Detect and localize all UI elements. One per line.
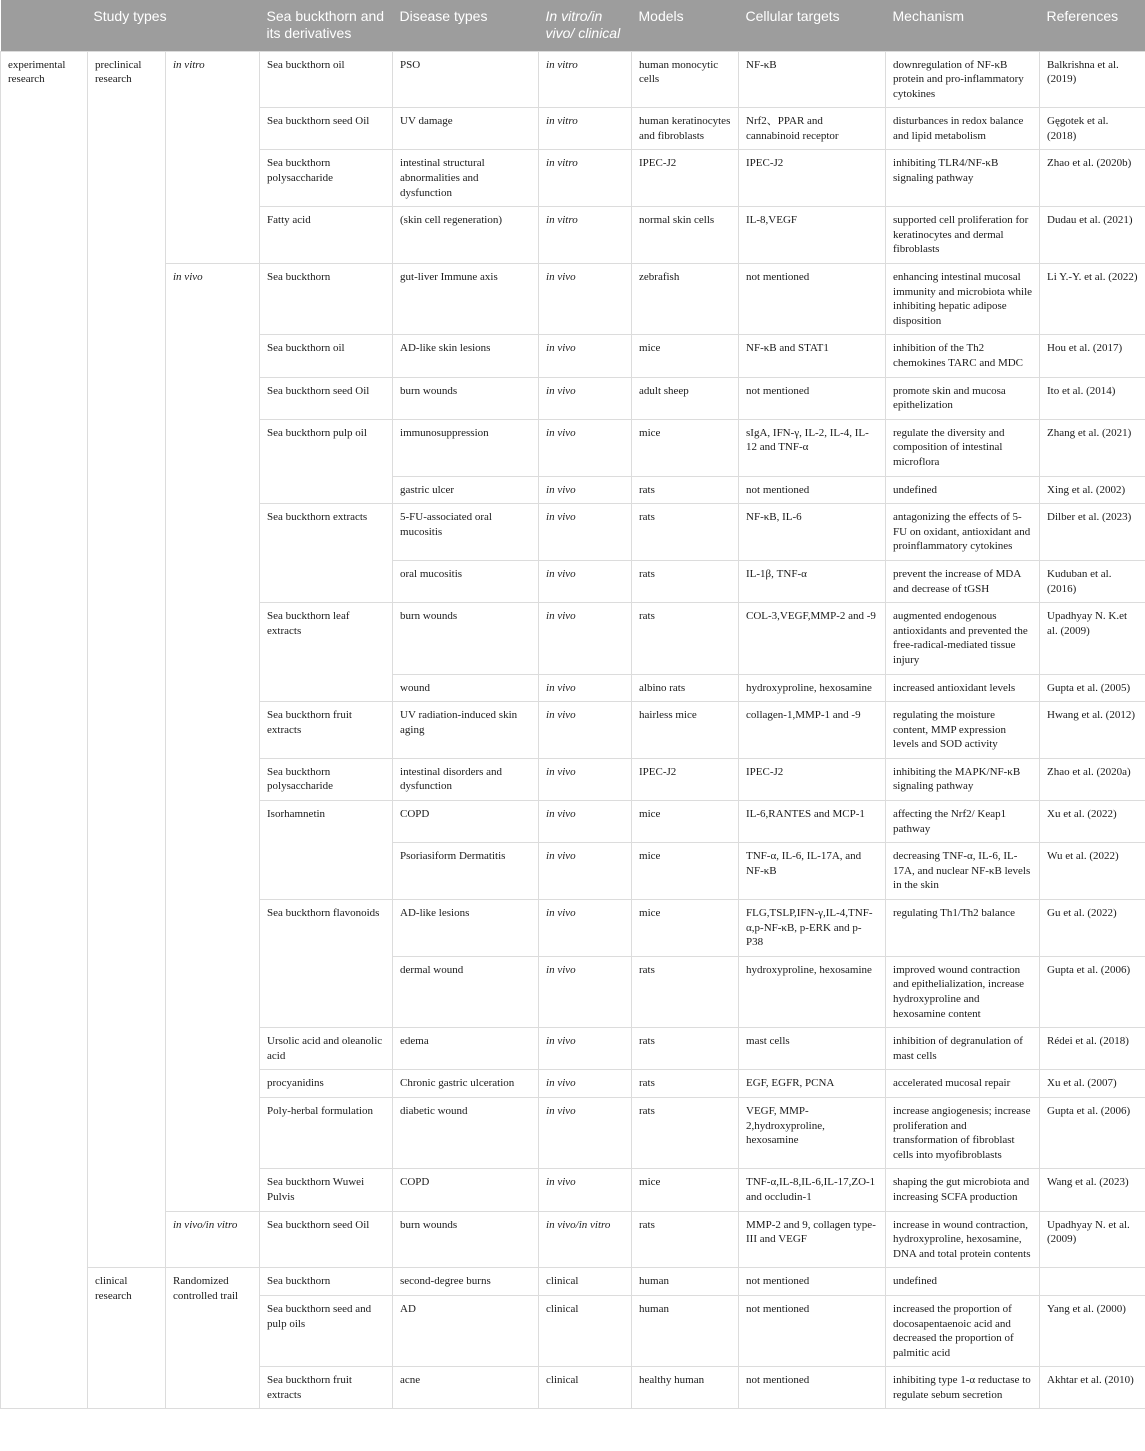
- cell-model: mice: [632, 843, 739, 900]
- cell-invitro-invivo: in vivo: [539, 264, 632, 335]
- cell-disease: Psoriasiform Dermatitis: [393, 843, 539, 900]
- cell-reference: Gu et al. (2022): [1040, 900, 1145, 957]
- cell-model: albino rats: [632, 674, 739, 702]
- cell-disease: dermal wound: [393, 956, 539, 1027]
- cell-invitro-invivo: in vivo: [539, 335, 632, 377]
- cell-disease: second-degree burns: [393, 1268, 539, 1296]
- cell-disease: AD-like skin lesions: [393, 335, 539, 377]
- cell-invitro-invivo: clinical: [539, 1367, 632, 1409]
- header-references: References: [1040, 0, 1145, 51]
- cell-mechanism: shaping the gut microbiota and increasing SCFA production: [886, 1169, 1040, 1211]
- header-sea-buckthorn: Sea buckthorn and its derivatives: [260, 0, 393, 51]
- cell-target: TNF-α, IL-6, IL-17A, and NF-κB: [739, 843, 886, 900]
- header-disease-types: Disease types: [393, 0, 539, 51]
- cell-target: COL-3,VEGF,MMP-2 and -9: [739, 603, 886, 674]
- cell-disease: intestinal disorders and dysfunction: [393, 758, 539, 800]
- cell-invitro-invivo: in vitro: [539, 207, 632, 264]
- cell-model: human: [632, 1295, 739, 1366]
- cell-model: zebrafish: [632, 264, 739, 335]
- cell-model: rats: [632, 603, 739, 674]
- cell-model: rats: [632, 956, 739, 1027]
- cell-mechanism: regulating Th1/Th2 balance: [886, 900, 1040, 957]
- cell-invitro-invivo: in vivo: [539, 801, 632, 843]
- table-row: [1, 1211, 1145, 1268]
- cell-disease: edema: [393, 1028, 539, 1070]
- cell-invitro-invivo: in vivo: [539, 674, 632, 702]
- cell-sea-buckthorn: procyanidins: [260, 1070, 393, 1098]
- cell-disease: AD: [393, 1295, 539, 1366]
- cell-reference: Balkrishna et al. (2019): [1040, 51, 1145, 108]
- cell-mechanism: increase angiogenesis; increase proliferation and transformation of fibroblast cells into myofibroblasts: [886, 1097, 1040, 1168]
- cell-invitro-invivo: in vivo: [539, 1028, 632, 1070]
- cell-model: rats: [632, 1028, 739, 1070]
- cell-reference: Wang et al. (2023): [1040, 1169, 1145, 1211]
- cell-sea-buckthorn: Sea buckthorn: [260, 264, 393, 335]
- cell-mechanism: accelerated mucosal repair: [886, 1070, 1040, 1098]
- cell-invitro-invivo: in vitro: [539, 150, 632, 207]
- cell-disease: burn wounds: [393, 603, 539, 674]
- cell-mechanism: antagonizing the effects of 5-FU on oxidant, antioxidant and proinflammatory cytokines: [886, 504, 1040, 561]
- cell-disease: intestinal structural abnormalities and dysfunction: [393, 150, 539, 207]
- cell-mechanism: undefined: [886, 1268, 1040, 1296]
- cell-invitro-invivo: in vivo: [539, 900, 632, 957]
- cell-reference: Upadhyay N. et al. (2009): [1040, 1211, 1145, 1268]
- group-clinical-research: clinical research: [88, 1268, 166, 1409]
- cell-invitro-invivo: in vivo: [539, 1097, 632, 1168]
- cell-mechanism: inhibition of the Th2 chemokines TARC and MDC: [886, 335, 1040, 377]
- cell-reference: Zhao et al. (2020a): [1040, 758, 1145, 800]
- cell-model: mice: [632, 900, 739, 957]
- cell-invitro-invivo: in vivo: [539, 843, 632, 900]
- cell-invitro-invivo: in vivo: [539, 1070, 632, 1098]
- table-row: [1, 51, 1145, 108]
- cell-disease: 5-FU-associated oral mucositis: [393, 504, 539, 561]
- cell-sea-buckthorn: Ursolic acid and oleanolic acid: [260, 1028, 393, 1070]
- header-models: Models: [632, 0, 739, 51]
- cell-target: collagen-1,MMP-1 and -9: [739, 702, 886, 759]
- cell-sea-buckthorn: Sea buckthorn seed and pulp oils: [260, 1295, 393, 1366]
- cell-model: mice: [632, 801, 739, 843]
- header-mechanism: Mechanism: [886, 0, 1040, 51]
- cell-invitro-invivo: clinical: [539, 1295, 632, 1366]
- cell-invitro-invivo: in vivo: [539, 476, 632, 504]
- cell-sea-buckthorn: Sea buckthorn seed Oil: [260, 108, 393, 150]
- cell-target: sIgA, IFN-γ, IL-2, IL-4, IL-12 and TNF-α: [739, 419, 886, 476]
- cell-mechanism: inhibiting type 1-α reductase to regulate sebum secretion: [886, 1367, 1040, 1409]
- cell-reference: Zhao et al. (2020b): [1040, 150, 1145, 207]
- cell-target: IL-8,VEGF: [739, 207, 886, 264]
- cell-target: NF-κB: [739, 51, 886, 108]
- cell-sea-buckthorn: Isorhamnetin: [260, 801, 393, 900]
- group-preclinical: preclinical research: [88, 51, 166, 1268]
- cell-invitro-invivo: in vivo: [539, 603, 632, 674]
- cell-invitro-invivo: in vivo/in vitro: [539, 1211, 632, 1268]
- cell-reference: Ito et al. (2014): [1040, 377, 1145, 419]
- cell-reference: Upadhyay N. K.et al. (2009): [1040, 603, 1145, 674]
- group-experimental: experimental research: [1, 51, 88, 1409]
- cell-target: not mentioned: [739, 476, 886, 504]
- cell-target: VEGF, MMP-2,hydroxyproline, hexosamine: [739, 1097, 886, 1168]
- cell-model: human monocytic cells: [632, 51, 739, 108]
- cell-target: NF-κB and STAT1: [739, 335, 886, 377]
- cell-invitro-invivo: clinical: [539, 1268, 632, 1296]
- cell-model: mice: [632, 1169, 739, 1211]
- cell-target: EGF, EGFR, PCNA: [739, 1070, 886, 1098]
- table-row: [1, 1268, 1145, 1296]
- cell-mechanism: disturbances in redox balance and lipid metabolism: [886, 108, 1040, 150]
- cell-disease: gastric ulcer: [393, 476, 539, 504]
- cell-model: rats: [632, 1211, 739, 1268]
- cell-sea-buckthorn: Sea buckthorn: [260, 1268, 393, 1296]
- cell-mechanism: inhibiting the MAPK/NF-κB signaling pathway: [886, 758, 1040, 800]
- cell-mechanism: augmented endogenous antioxidants and prevented the free-radical-mediated tissue injury: [886, 603, 1040, 674]
- cell-disease: UV damage: [393, 108, 539, 150]
- cell-model: adult sheep: [632, 377, 739, 419]
- cell-reference: Kuduban et al. (2016): [1040, 560, 1145, 602]
- cell-target: IL-6,RANTES and MCP-1: [739, 801, 886, 843]
- cell-invitro-invivo: in vivo: [539, 702, 632, 759]
- cell-model: healthy human: [632, 1367, 739, 1409]
- cell-disease: (skin cell regeneration): [393, 207, 539, 264]
- cell-target: IL-1β, TNF-α: [739, 560, 886, 602]
- cell-mechanism: increased the proportion of docosapentaenoic acid and decreased the proportion of palmitic acid: [886, 1295, 1040, 1366]
- cell-sea-buckthorn: Sea buckthorn seed Oil: [260, 1211, 393, 1268]
- group-rct: Randomized controlled trail: [166, 1268, 260, 1409]
- cell-reference: Hou et al. (2017): [1040, 335, 1145, 377]
- cell-sea-buckthorn: Sea buckthorn extracts: [260, 504, 393, 603]
- cell-disease: Chronic gastric ulceration: [393, 1070, 539, 1098]
- cell-sea-buckthorn: Sea buckthorn flavonoids: [260, 900, 393, 1028]
- table-row: [1, 264, 1145, 335]
- cell-sea-buckthorn: Sea buckthorn polysaccharide: [260, 758, 393, 800]
- header-row: [1, 0, 1145, 51]
- cell-sea-buckthorn: Sea buckthorn fruit extracts: [260, 1367, 393, 1409]
- cell-target: mast cells: [739, 1028, 886, 1070]
- cell-target: MMP-2 and 9, collagen type-III and VEGF: [739, 1211, 886, 1268]
- cell-invitro-invivo: in vivo: [539, 419, 632, 476]
- header-in-vitro-vivo: In vitro/in vivo/ clinical: [539, 0, 632, 51]
- cell-model: rats: [632, 1070, 739, 1098]
- cell-mechanism: regulating the moisture content, MMP expression levels and SOD activity: [886, 702, 1040, 759]
- cell-reference: Yang et al. (2000): [1040, 1295, 1145, 1366]
- cell-model: normal skin cells: [632, 207, 739, 264]
- cell-mechanism: decreasing TNF-α, IL-6, IL-17A, and nuclear NF-κB levels in the skin: [886, 843, 1040, 900]
- cell-model: rats: [632, 560, 739, 602]
- cell-reference: Gupta et al. (2006): [1040, 1097, 1145, 1168]
- cell-target: IPEC-J2: [739, 758, 886, 800]
- cell-mechanism: prevent the increase of MDA and decrease of tGSH: [886, 560, 1040, 602]
- cell-reference: [1040, 1268, 1145, 1296]
- cell-disease: wound: [393, 674, 539, 702]
- cell-reference: Wu et al. (2022): [1040, 843, 1145, 900]
- cell-reference: Zhang et al. (2021): [1040, 419, 1145, 476]
- cell-disease: acne: [393, 1367, 539, 1409]
- cell-reference: Dudau et al. (2021): [1040, 207, 1145, 264]
- cell-target: TNF-α,IL-8,IL-6,IL-17,ZO-1 and occludin-1: [739, 1169, 886, 1211]
- cell-mechanism: downregulation of NF-κB protein and pro-inflammatory cytokines: [886, 51, 1040, 108]
- cell-reference: Gęgotek et al. (2018): [1040, 108, 1145, 150]
- cell-invitro-invivo: in vitro: [539, 108, 632, 150]
- cell-mechanism: inhibiting TLR4/NF-κB signaling pathway: [886, 150, 1040, 207]
- cell-target: IPEC-J2: [739, 150, 886, 207]
- cell-disease: COPD: [393, 1169, 539, 1211]
- cell-target: not mentioned: [739, 377, 886, 419]
- cell-mechanism: increase in wound contraction, hydroxyproline, hexosamine, DNA and total protein contents: [886, 1211, 1040, 1268]
- cell-model: human keratinocytes and fibroblasts: [632, 108, 739, 150]
- cell-invitro-invivo: in vitro: [539, 51, 632, 108]
- cell-target: not mentioned: [739, 1295, 886, 1366]
- cell-reference: Xing et al. (2002): [1040, 476, 1145, 504]
- cell-reference: Gupta et al. (2005): [1040, 674, 1145, 702]
- cell-sea-buckthorn: Sea buckthorn oil: [260, 51, 393, 108]
- cell-mechanism: enhancing intestinal mucosal immunity and microbiota while inhibiting hepatic adipose disposition: [886, 264, 1040, 335]
- cell-reference: Rédei et al. (2018): [1040, 1028, 1145, 1070]
- cell-disease: gut-liver Immune axis: [393, 264, 539, 335]
- cell-disease: PSO: [393, 51, 539, 108]
- cell-reference: Hwang et al. (2012): [1040, 702, 1145, 759]
- cell-invitro-invivo: in vivo: [539, 956, 632, 1027]
- cell-model: rats: [632, 1097, 739, 1168]
- cell-mechanism: supported cell proliferation for keratinocytes and dermal fibroblasts: [886, 207, 1040, 264]
- cell-disease: UV radiation-induced skin aging: [393, 702, 539, 759]
- cell-mechanism: inhibition of degranulation of mast cells: [886, 1028, 1040, 1070]
- cell-sea-buckthorn: Sea buckthorn seed Oil: [260, 377, 393, 419]
- group-in-vivo-in-vitro: in vivo/in vitro: [166, 1211, 260, 1268]
- cell-invitro-invivo: in vivo: [539, 1169, 632, 1211]
- cell-target: not mentioned: [739, 1367, 886, 1409]
- cell-sea-buckthorn: Sea buckthorn oil: [260, 335, 393, 377]
- cell-reference: Li Y.-Y. et al. (2022): [1040, 264, 1145, 335]
- cell-model: rats: [632, 504, 739, 561]
- cell-invitro-invivo: in vivo: [539, 504, 632, 561]
- cell-disease: COPD: [393, 801, 539, 843]
- cell-disease: oral mucositis: [393, 560, 539, 602]
- cell-model: IPEC-J2: [632, 758, 739, 800]
- header-study-types: Study types: [1, 0, 260, 51]
- cell-sea-buckthorn: Sea buckthorn pulp oil: [260, 419, 393, 503]
- cell-sea-buckthorn: Poly-herbal formulation: [260, 1097, 393, 1168]
- header-cellular-targets: Cellular targets: [739, 0, 886, 51]
- cell-model: hairless mice: [632, 702, 739, 759]
- cell-model: mice: [632, 335, 739, 377]
- cell-model: mice: [632, 419, 739, 476]
- cell-disease: burn wounds: [393, 1211, 539, 1268]
- cell-mechanism: improved wound contraction and epithelialization, increase hydroxyproline and hexosamine content: [886, 956, 1040, 1027]
- cell-target: FLG,TSLP,IFN-γ,IL-4,TNF-α,p-NF-κB, p-ERK and p-P38: [739, 900, 886, 957]
- cell-target: not mentioned: [739, 264, 886, 335]
- cell-sea-buckthorn: Sea buckthorn fruit extracts: [260, 702, 393, 759]
- cell-model: rats: [632, 476, 739, 504]
- cell-disease: diabetic wound: [393, 1097, 539, 1168]
- cell-mechanism: affecting the Nrf2/ Keap1 pathway: [886, 801, 1040, 843]
- cell-invitro-invivo: in vivo: [539, 560, 632, 602]
- cell-reference: Xu et al. (2007): [1040, 1070, 1145, 1098]
- cell-mechanism: increased antioxidant levels: [886, 674, 1040, 702]
- cell-sea-buckthorn: Fatty acid: [260, 207, 393, 264]
- cell-invitro-invivo: in vivo: [539, 377, 632, 419]
- cell-target: Nrf2、PPAR and cannabinoid receptor: [739, 108, 886, 150]
- cell-sea-buckthorn: Sea buckthorn Wuwei Pulvis: [260, 1169, 393, 1211]
- cell-reference: Akhtar et al. (2010): [1040, 1367, 1145, 1409]
- cell-target: hydroxyproline, hexosamine: [739, 674, 886, 702]
- cell-model: IPEC-J2: [632, 150, 739, 207]
- cell-model: human: [632, 1268, 739, 1296]
- cell-mechanism: undefined: [886, 476, 1040, 504]
- cell-mechanism: regulate the diversity and composition of intestinal microflora: [886, 419, 1040, 476]
- cell-mechanism: promote skin and mucosa epithelization: [886, 377, 1040, 419]
- group-in-vitro: in vitro: [166, 51, 260, 264]
- cell-target: not mentioned: [739, 1268, 886, 1296]
- cell-invitro-invivo: in vivo: [539, 758, 632, 800]
- cell-disease: immunosuppression: [393, 419, 539, 476]
- cell-sea-buckthorn: Sea buckthorn leaf extracts: [260, 603, 393, 702]
- cell-reference: Xu et al. (2022): [1040, 801, 1145, 843]
- cell-target: NF-κB, IL-6: [739, 504, 886, 561]
- group-in-vivo: in vivo: [166, 264, 260, 1212]
- cell-reference: Dilber et al. (2023): [1040, 504, 1145, 561]
- cell-sea-buckthorn: Sea buckthorn polysaccharide: [260, 150, 393, 207]
- cell-target: hydroxyproline, hexosamine: [739, 956, 886, 1027]
- cell-reference: Gupta et al. (2006): [1040, 956, 1145, 1027]
- cell-disease: AD-like lesions: [393, 900, 539, 957]
- cell-disease: burn wounds: [393, 377, 539, 419]
